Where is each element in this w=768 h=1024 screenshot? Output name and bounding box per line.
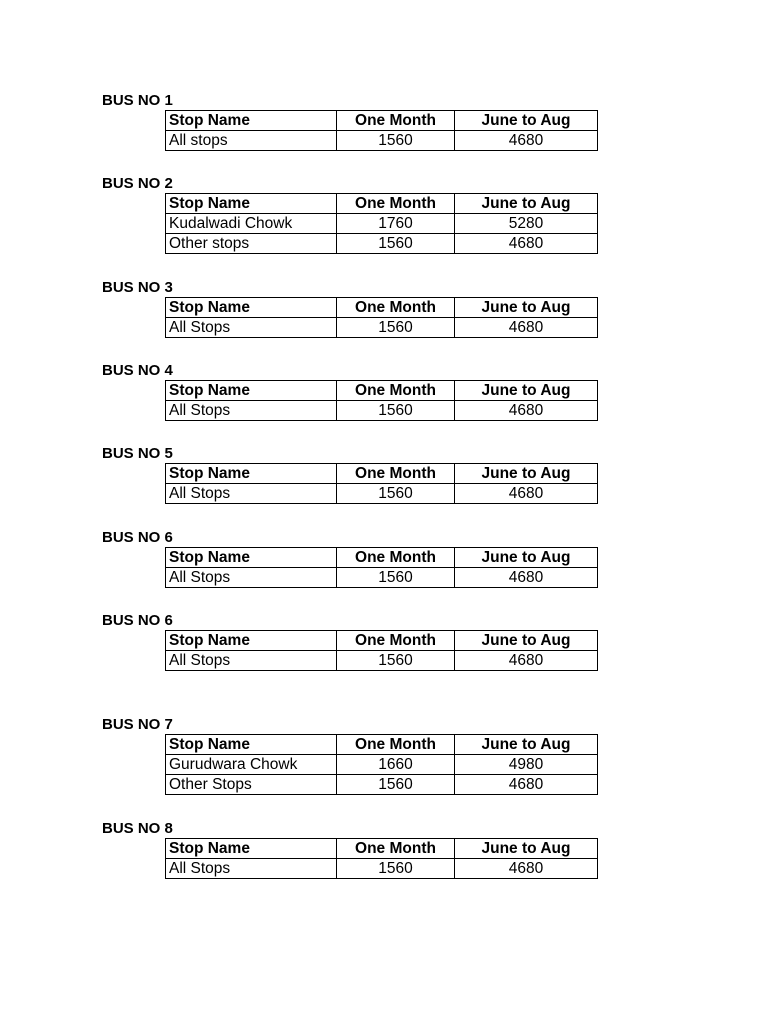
one-month-cell: 1560	[337, 651, 455, 671]
bus-title: BUS NO 6	[102, 612, 173, 629]
stop-name-cell: Kudalwadi Chowk	[166, 214, 337, 234]
bus-section	[102, 820, 598, 879]
bus-title: BUS NO 1	[102, 92, 173, 109]
header-stop-name: Stop Name	[166, 381, 337, 401]
header-one-month: One Month	[337, 464, 455, 484]
bus-section	[102, 612, 598, 671]
bus-section	[102, 445, 598, 504]
bus-section	[102, 529, 598, 588]
table-row	[166, 214, 598, 234]
header-stop-name: Stop Name	[166, 298, 337, 318]
june-to-aug-cell: 4680	[455, 775, 598, 795]
table-row	[166, 859, 598, 879]
header-june-to-aug: June to Aug	[455, 194, 598, 214]
june-to-aug-cell: 4680	[455, 859, 598, 879]
fee-table	[165, 463, 598, 504]
table-row	[166, 651, 598, 671]
one-month-cell: 1560	[337, 775, 455, 795]
table-header-row	[166, 194, 598, 214]
fee-table	[165, 193, 598, 254]
header-one-month: One Month	[337, 548, 455, 568]
fee-table	[165, 838, 598, 879]
bus-section	[102, 362, 598, 421]
header-one-month: One Month	[337, 111, 455, 131]
bus-title: BUS NO 6	[102, 529, 173, 546]
june-to-aug-cell: 4680	[455, 651, 598, 671]
bus-title: BUS NO 7	[102, 716, 173, 733]
header-june-to-aug: June to Aug	[455, 464, 598, 484]
header-one-month: One Month	[337, 194, 455, 214]
june-to-aug-cell: 4680	[455, 484, 598, 504]
fee-table	[165, 547, 598, 588]
stop-name-cell: All Stops	[166, 318, 337, 338]
header-stop-name: Stop Name	[166, 631, 337, 651]
bus-title: BUS NO 2	[102, 175, 173, 192]
one-month-cell: 1560	[337, 131, 455, 151]
table-header-row	[166, 381, 598, 401]
table-header-row	[166, 839, 598, 859]
fee-table	[165, 734, 598, 795]
header-stop-name: Stop Name	[166, 111, 337, 131]
stop-name-cell: Other stops	[166, 234, 337, 254]
stop-name-cell: All Stops	[166, 401, 337, 421]
stop-name-cell: Other Stops	[166, 775, 337, 795]
june-to-aug-cell: 4980	[455, 755, 598, 775]
june-to-aug-cell: 4680	[455, 568, 598, 588]
table-header-row	[166, 548, 598, 568]
header-one-month: One Month	[337, 839, 455, 859]
header-stop-name: Stop Name	[166, 548, 337, 568]
table-header-row	[166, 298, 598, 318]
june-to-aug-cell: 4680	[455, 131, 598, 151]
june-to-aug-cell: 5280	[455, 214, 598, 234]
bus-section	[102, 92, 598, 151]
one-month-cell: 1560	[337, 568, 455, 588]
header-stop-name: Stop Name	[166, 464, 337, 484]
table-header-row	[166, 111, 598, 131]
stop-name-cell: Gurudwara Chowk	[166, 755, 337, 775]
fee-table	[165, 380, 598, 421]
stop-name-cell: All Stops	[166, 568, 337, 588]
table-row	[166, 401, 598, 421]
header-one-month: One Month	[337, 735, 455, 755]
one-month-cell: 1560	[337, 859, 455, 879]
fee-table	[165, 297, 598, 338]
table-row	[166, 484, 598, 504]
one-month-cell: 1560	[337, 401, 455, 421]
header-june-to-aug: June to Aug	[455, 839, 598, 859]
bus-section	[102, 279, 598, 338]
one-month-cell: 1760	[337, 214, 455, 234]
june-to-aug-cell: 4680	[455, 401, 598, 421]
header-june-to-aug: June to Aug	[455, 298, 598, 318]
header-june-to-aug: June to Aug	[455, 735, 598, 755]
bus-title: BUS NO 4	[102, 362, 173, 379]
header-june-to-aug: June to Aug	[455, 381, 598, 401]
stop-name-cell: All Stops	[166, 651, 337, 671]
header-stop-name: Stop Name	[166, 839, 337, 859]
table-row	[166, 318, 598, 338]
one-month-cell: 1560	[337, 318, 455, 338]
table-row	[166, 131, 598, 151]
header-june-to-aug: June to Aug	[455, 548, 598, 568]
table-header-row	[166, 735, 598, 755]
header-stop-name: Stop Name	[166, 194, 337, 214]
bus-section	[102, 175, 598, 254]
fee-table	[165, 110, 598, 151]
bus-title: BUS NO 3	[102, 279, 173, 296]
fee-table	[165, 630, 598, 671]
table-row	[166, 568, 598, 588]
header-one-month: One Month	[337, 298, 455, 318]
one-month-cell: 1660	[337, 755, 455, 775]
one-month-cell: 1560	[337, 234, 455, 254]
bus-title: BUS NO 5	[102, 445, 173, 462]
table-row	[166, 755, 598, 775]
one-month-cell: 1560	[337, 484, 455, 504]
bus-section	[102, 716, 598, 795]
table-header-row	[166, 631, 598, 651]
stop-name-cell: All stops	[166, 131, 337, 151]
table-row	[166, 234, 598, 254]
header-stop-name: Stop Name	[166, 735, 337, 755]
bus-title: BUS NO 8	[102, 820, 173, 837]
header-one-month: One Month	[337, 381, 455, 401]
header-june-to-aug: June to Aug	[455, 111, 598, 131]
june-to-aug-cell: 4680	[455, 318, 598, 338]
header-one-month: One Month	[337, 631, 455, 651]
stop-name-cell: All Stops	[166, 484, 337, 504]
table-row	[166, 775, 598, 795]
header-june-to-aug: June to Aug	[455, 631, 598, 651]
table-header-row	[166, 464, 598, 484]
june-to-aug-cell: 4680	[455, 234, 598, 254]
stop-name-cell: All Stops	[166, 859, 337, 879]
